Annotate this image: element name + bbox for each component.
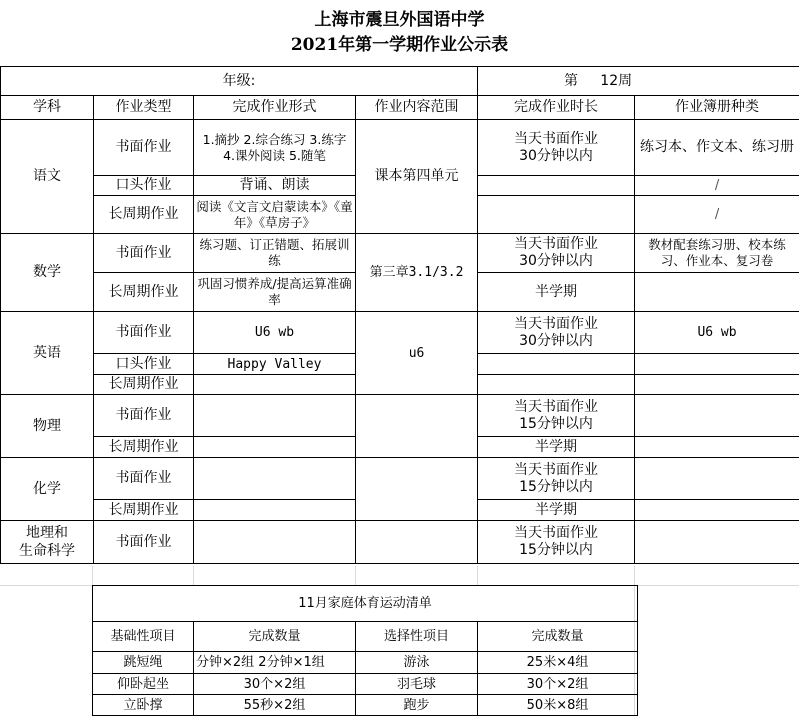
- time-cell: 当天书面作业 30分钟以内: [478, 120, 635, 176]
- sports-optional-amount: 30个×2组: [478, 674, 638, 695]
- sports-optional-item: 游泳: [356, 652, 478, 674]
- books-cell: 练习本、作文本、练习册: [635, 120, 799, 176]
- header-subject: 学科: [1, 96, 94, 120]
- sports-header-basic: 基础性项目: [93, 622, 194, 652]
- week-cell[interactable]: [478, 67, 799, 96]
- subject-wuli: 物理: [1, 395, 94, 458]
- books-cell: [635, 521, 799, 564]
- time-cell: 当天书面作业 30分钟以内: [478, 234, 635, 273]
- type-cell: 长周期作业: [94, 273, 194, 312]
- books-cell: [635, 273, 799, 312]
- sports-optional-amount: 25米×4组: [478, 652, 638, 674]
- page-title: [0, 0, 799, 66]
- type-cell: 书面作业: [94, 521, 194, 564]
- form-cell: [194, 521, 356, 564]
- type-cell: 书面作业: [94, 120, 194, 176]
- scope-cell: 第三章3.1/3.2: [356, 234, 478, 312]
- subject-dili: 地理和 生命科学: [1, 521, 94, 564]
- time-cell: [478, 354, 635, 375]
- type-cell: 长周期作业: [94, 196, 194, 234]
- form-cell: 阅读《文言文启蒙读本》《童年》《草房子》: [194, 196, 356, 234]
- form-cell: [194, 500, 356, 521]
- header-form: 完成作业形式: [194, 96, 356, 120]
- scope-cell: 课本第四单元: [356, 120, 478, 234]
- scope-cell: [356, 395, 478, 458]
- time-cell: [478, 375, 635, 395]
- books-cell: [635, 500, 799, 521]
- form-cell: U6 wb: [194, 312, 356, 354]
- table-title: 2021年第一学期作业公示表: [290, 35, 509, 55]
- books-cell: /: [635, 196, 799, 234]
- time-cell: 半学期: [478, 500, 635, 521]
- time-cell: 当天书面作业 15分钟以内: [478, 521, 635, 564]
- books-cell: [635, 395, 799, 437]
- form-cell: 巩固习惯养成/提高运算准确率: [194, 273, 356, 312]
- sports-optional-item: 羽毛球: [356, 674, 478, 695]
- sports-basic-item: 跳短绳: [93, 652, 194, 674]
- form-cell: 背诵、朗读: [194, 176, 356, 196]
- books-cell: U6 wb: [635, 312, 799, 354]
- form-cell: [194, 458, 356, 500]
- week-value: 12周: [600, 72, 633, 89]
- sports-basic-amount: 55秒×2组: [194, 695, 356, 716]
- type-cell: 书面作业: [94, 234, 194, 273]
- books-cell: [635, 458, 799, 500]
- form-cell: [194, 395, 356, 437]
- grade-cell[interactable]: [1, 67, 478, 96]
- header-time: 完成作业时长: [478, 96, 635, 120]
- books-cell: [635, 437, 799, 458]
- books-cell: /: [635, 176, 799, 196]
- homework-table: [0, 66, 799, 564]
- sports-header-amount-2: 完成数量: [478, 622, 638, 652]
- subject-shuxue: 数学: [1, 234, 94, 312]
- time-cell: 当天书面作业 15分钟以内: [478, 395, 635, 437]
- form-cell: 1.摘抄 2.综合练习 3.练字 4.课外阅读 5.随笔: [194, 120, 356, 176]
- type-cell: 书面作业: [94, 312, 194, 354]
- sports-optional-amount: 50米×8组: [478, 695, 638, 716]
- grid-line: [355, 566, 356, 585]
- time-cell: 当天书面作业 30分钟以内: [478, 312, 635, 354]
- sports-header-optional: 选择性项目: [356, 622, 478, 652]
- scope-cell: u6: [356, 312, 478, 395]
- type-cell: 口头作业: [94, 176, 194, 196]
- sports-basic-amount: 分钟×2组 2分钟×1组: [194, 652, 356, 674]
- time-cell: [478, 176, 635, 196]
- type-cell: 口头作业: [94, 354, 194, 375]
- school-name: 上海市震旦外国语中学: [314, 10, 485, 30]
- time-cell: 当天书面作业 15分钟以内: [478, 458, 635, 500]
- type-cell: 长周期作业: [94, 375, 194, 395]
- time-cell: 半学期: [478, 273, 635, 312]
- books-cell: [635, 354, 799, 375]
- sports-optional-item: 跑步: [356, 695, 478, 716]
- week-label: 第: [564, 72, 579, 89]
- subject-huaxue: 化学: [1, 458, 94, 521]
- form-cell: Happy Valley: [194, 354, 356, 375]
- type-cell: 长周期作业: [94, 437, 194, 458]
- time-cell: 半学期: [478, 437, 635, 458]
- sports-title: 11月家庭体育运动清单: [93, 586, 638, 622]
- grid-line: [92, 566, 93, 585]
- books-cell: [635, 375, 799, 395]
- grid-line: [193, 566, 194, 585]
- type-cell: 书面作业: [94, 458, 194, 500]
- sports-header-amount: 完成数量: [194, 622, 356, 652]
- header-scope: 作业内容范围: [356, 96, 478, 120]
- type-cell: 书面作业: [94, 395, 194, 437]
- header-books: 作业簿册种类: [635, 96, 799, 120]
- form-cell: [194, 375, 356, 395]
- scope-cell: [356, 521, 478, 564]
- subject-yuwen: 语文: [1, 120, 94, 234]
- sports-table: [92, 585, 638, 716]
- sports-basic-item: 仰卧起坐: [93, 674, 194, 695]
- header-type: 作业类型: [94, 96, 194, 120]
- books-cell: 教材配套练习册、校本练习、作业本、复习卷: [635, 234, 799, 273]
- grid-line: [477, 566, 478, 585]
- time-cell: [478, 196, 635, 234]
- sports-basic-item: 立卧撑: [93, 695, 194, 716]
- grade-label: 年级:: [222, 72, 256, 89]
- scope-cell: [356, 458, 478, 521]
- type-cell: 长周期作业: [94, 500, 194, 521]
- form-cell: 练习题、订正错题、拓展训练: [194, 234, 356, 273]
- form-cell: [194, 437, 356, 458]
- subject-yingyu: 英语: [1, 312, 94, 395]
- sports-basic-amount: 30个×2组: [194, 674, 356, 695]
